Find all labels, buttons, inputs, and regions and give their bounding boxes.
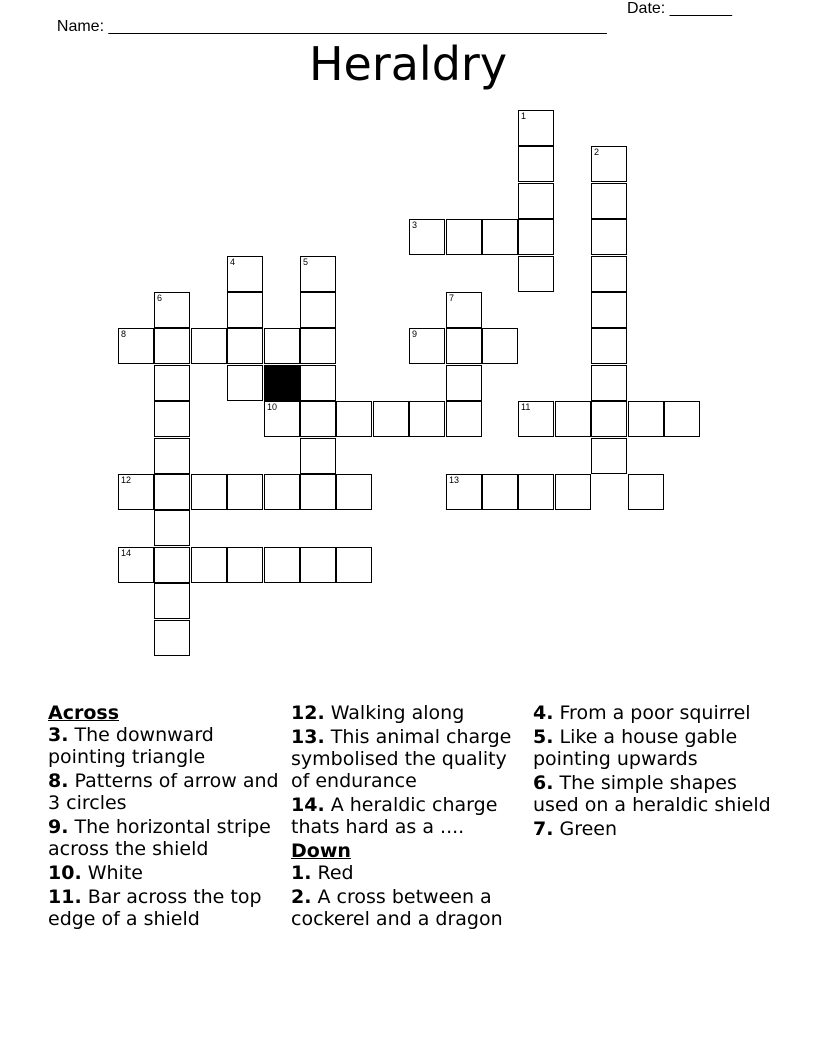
grid-cell[interactable] bbox=[628, 474, 664, 510]
grid-cell[interactable] bbox=[409, 401, 445, 437]
grid-cell[interactable] bbox=[446, 292, 482, 328]
grid-cell[interactable] bbox=[628, 401, 664, 437]
clue-down-1: 1. Red bbox=[291, 862, 354, 884]
grid-cell[interactable] bbox=[409, 328, 445, 364]
grid-cell[interactable] bbox=[518, 401, 554, 437]
grid-cell[interactable] bbox=[118, 474, 154, 510]
grid-cell[interactable] bbox=[154, 547, 190, 583]
grid-cell[interactable] bbox=[446, 328, 482, 364]
grid-cell[interactable] bbox=[482, 219, 518, 255]
clue-number-label: 10 bbox=[267, 402, 278, 412]
grid-cell[interactable] bbox=[336, 401, 372, 437]
grid-block-cell bbox=[264, 365, 300, 401]
clue-column-2 bbox=[291, 702, 527, 932]
clue-column-3 bbox=[533, 702, 773, 842]
clue-number-label: 6 bbox=[157, 293, 163, 303]
date-field[interactable]: Date: _______ bbox=[627, 0, 732, 17]
clue-down-2: 2. A cross between a cockerel and a dragon bbox=[291, 886, 503, 930]
grid-cell[interactable] bbox=[118, 328, 154, 364]
grid-cell[interactable] bbox=[591, 365, 627, 401]
grid-cell[interactable] bbox=[336, 474, 372, 510]
grid-cell[interactable] bbox=[227, 292, 263, 328]
grid-cell[interactable] bbox=[154, 583, 190, 619]
grid-cell[interactable] bbox=[154, 438, 190, 474]
clue-across-3: 3. The downward pointing triangle bbox=[48, 724, 214, 768]
grid-cell[interactable] bbox=[373, 401, 409, 437]
grid-cell[interactable] bbox=[591, 183, 627, 219]
down-heading: Down bbox=[291, 840, 351, 862]
grid-cell[interactable] bbox=[300, 365, 336, 401]
grid-cell[interactable] bbox=[518, 146, 554, 182]
grid-cell[interactable] bbox=[300, 328, 336, 364]
grid-cell[interactable] bbox=[409, 219, 445, 255]
grid-cell[interactable] bbox=[154, 510, 190, 546]
clue-column-1 bbox=[48, 702, 288, 932]
clue-down-4: 4. From a poor squirrel bbox=[533, 702, 751, 724]
grid-cell[interactable] bbox=[264, 474, 300, 510]
grid-cell[interactable] bbox=[446, 219, 482, 255]
grid-cell[interactable] bbox=[482, 328, 518, 364]
grid-cell[interactable] bbox=[518, 474, 554, 510]
grid-cell[interactable] bbox=[264, 328, 300, 364]
across-heading: Across bbox=[48, 702, 120, 724]
grid-cell[interactable] bbox=[446, 474, 482, 510]
grid-cell[interactable] bbox=[227, 328, 263, 364]
grid-cell[interactable] bbox=[118, 547, 154, 583]
clue-number-label: 3 bbox=[412, 220, 418, 230]
grid-cell[interactable] bbox=[191, 474, 227, 510]
clue-number-label: 11 bbox=[521, 402, 531, 412]
clue-number-label: 9 bbox=[412, 329, 418, 339]
clue-number-label: 13 bbox=[449, 475, 460, 485]
grid-cell[interactable] bbox=[300, 292, 336, 328]
grid-cell[interactable] bbox=[446, 401, 482, 437]
clue-number-label: 2 bbox=[594, 147, 600, 157]
grid-cell[interactable] bbox=[300, 401, 336, 437]
grid-cell[interactable] bbox=[591, 438, 627, 474]
grid-cell[interactable] bbox=[154, 401, 190, 437]
grid-cell[interactable] bbox=[227, 547, 263, 583]
grid-cell[interactable] bbox=[154, 474, 190, 510]
grid-cell[interactable] bbox=[518, 110, 554, 146]
grid-cell[interactable] bbox=[664, 401, 700, 437]
clue-down-6: 6. The simple shapes used on a heraldic shield bbox=[533, 772, 771, 816]
clue-across-10: 10. White bbox=[48, 862, 143, 884]
clue-down-7: 7. Green bbox=[533, 818, 618, 840]
name-field[interactable]: Name: ________________________________________________________ bbox=[56, 18, 607, 35]
grid-cell[interactable] bbox=[446, 365, 482, 401]
grid-cell[interactable] bbox=[555, 474, 591, 510]
grid-cell[interactable] bbox=[154, 328, 190, 364]
clue-number-label: 5 bbox=[303, 257, 309, 267]
clue-number-label: 8 bbox=[121, 329, 127, 339]
grid-cell[interactable] bbox=[191, 547, 227, 583]
grid-cell[interactable] bbox=[300, 547, 336, 583]
grid-cell[interactable] bbox=[591, 219, 627, 255]
grid-cell[interactable] bbox=[227, 474, 263, 510]
clue-across-11: 11. Bar across the top edge of a shield bbox=[48, 886, 262, 930]
clue-across-13: 13. This animal charge symbolised the quality of endurance bbox=[291, 726, 512, 792]
grid-cell[interactable] bbox=[264, 547, 300, 583]
grid-cell[interactable] bbox=[227, 365, 263, 401]
clue-number-label: 4 bbox=[230, 257, 236, 267]
clue-down-5: 5. Like a house gable pointing upwards bbox=[533, 726, 738, 770]
clue-across-12: 12. Walking along bbox=[291, 702, 465, 724]
clue-across-8: 8. Patterns of arrow and 3 circles bbox=[48, 770, 279, 814]
grid-cell[interactable] bbox=[518, 183, 554, 219]
clue-number-label: 7 bbox=[449, 293, 455, 303]
clue-number-label: 14 bbox=[121, 548, 132, 558]
grid-cell[interactable] bbox=[591, 328, 627, 364]
grid-cell[interactable] bbox=[300, 438, 336, 474]
grid-cell[interactable] bbox=[591, 256, 627, 292]
grid-cell[interactable] bbox=[518, 219, 554, 255]
grid-cell[interactable] bbox=[336, 547, 372, 583]
grid-cell[interactable] bbox=[555, 401, 591, 437]
clue-across-9: 9. The horizontal stripe across the shield bbox=[48, 816, 271, 860]
page-title: Heraldry bbox=[308, 37, 508, 91]
grid-cell[interactable] bbox=[191, 328, 227, 364]
grid-cell[interactable] bbox=[154, 620, 190, 656]
grid-cell[interactable] bbox=[154, 292, 190, 328]
grid-cell[interactable] bbox=[154, 365, 190, 401]
clue-across-14: 14. A heraldic charge thats hard as a .... bbox=[291, 794, 498, 838]
clue-number-label: 12 bbox=[121, 475, 132, 485]
clue-number-label: 1 bbox=[521, 111, 527, 121]
grid-cell[interactable] bbox=[482, 474, 518, 510]
grid-cell[interactable] bbox=[227, 256, 263, 292]
grid-cell[interactable] bbox=[264, 401, 300, 437]
grid-cell[interactable] bbox=[591, 401, 627, 437]
grid-cell[interactable] bbox=[300, 256, 336, 292]
grid-cell[interactable] bbox=[300, 474, 336, 510]
grid-cell[interactable] bbox=[518, 256, 554, 292]
grid-cell[interactable] bbox=[591, 146, 627, 182]
grid-cell[interactable] bbox=[591, 292, 627, 328]
